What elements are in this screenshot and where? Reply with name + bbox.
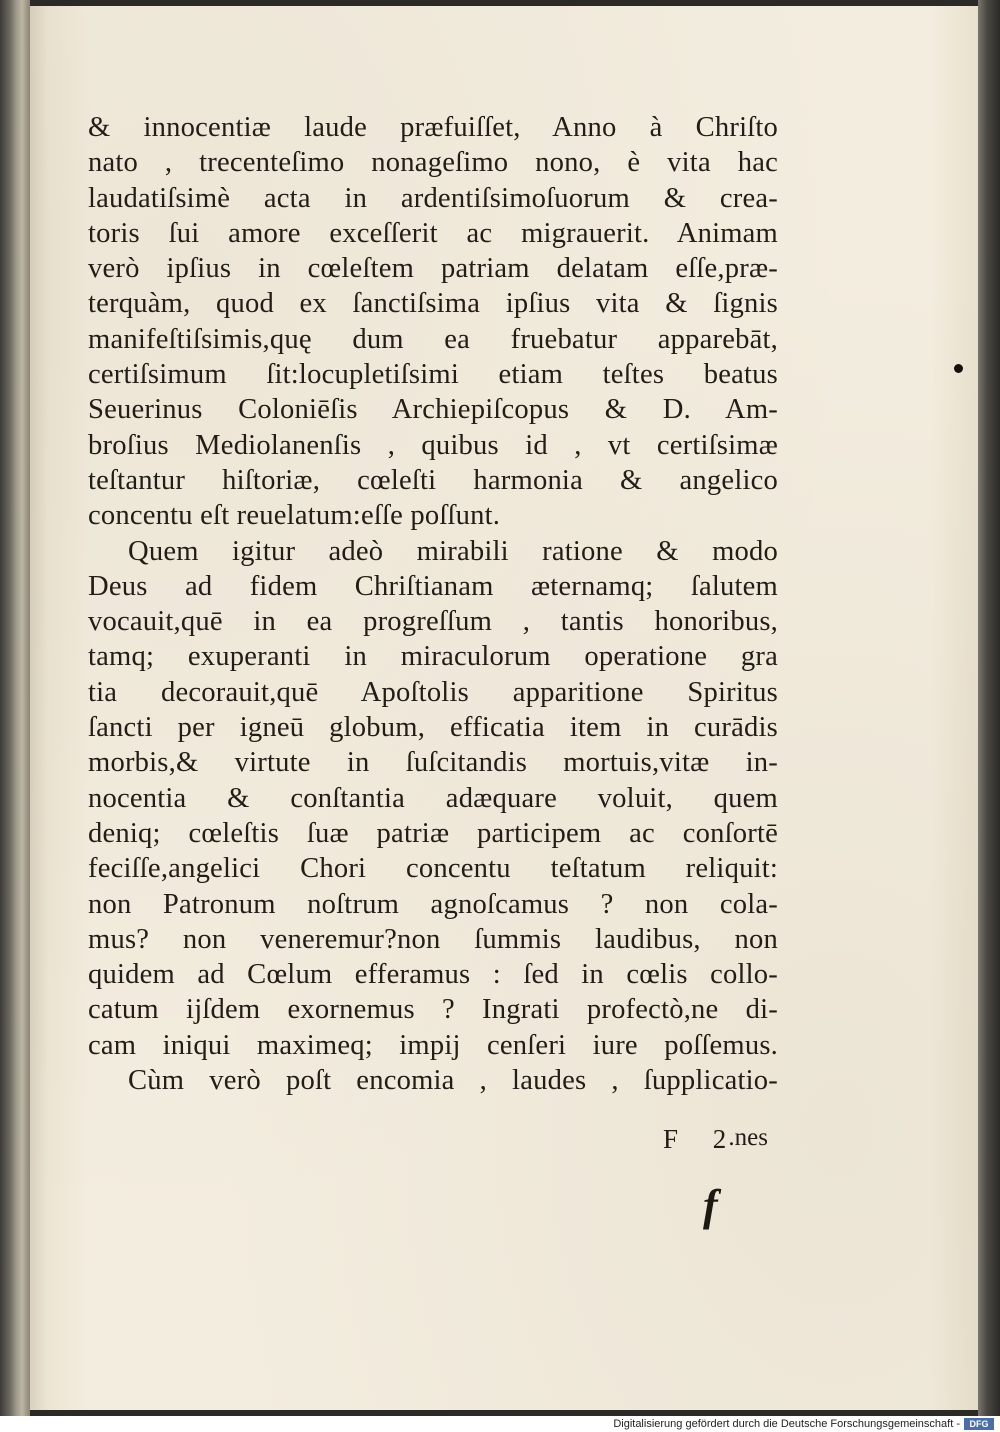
book-binding-edge <box>0 0 30 1416</box>
signature-catchword-line <box>88 1124 778 1158</box>
page-right-edge-shadow <box>978 0 1000 1416</box>
text-line: feciſſe,angelici Chori concentu teſtatum reliquit: <box>88 853 778 885</box>
text-line: quidem ad Cœlum efferamus : ſed in cœlis collo- <box>88 959 778 991</box>
text-line: broſius Mediolanenſis , quibus id , vt certiſsimæ <box>88 429 778 461</box>
handwritten-folio-mark: f <box>703 1181 718 1230</box>
text-line: morbis,& virtute in ſuſcitandis mortuis,vitæ in- <box>88 747 778 779</box>
text-line: verò ipſius in cœleſtem patriam delatam eſſe,præ- <box>88 253 778 285</box>
text-line: laudatiſsimè acta in ardentiſsimoſuorum & crea- <box>88 182 778 214</box>
text-line: & innocentiæ laude præfuiſſet, Anno à Chriſto <box>88 112 778 143</box>
ink-dot <box>954 364 963 373</box>
text-line: teſtantur hiſtoriæ, cœleſti harmonia & angelico <box>88 464 778 496</box>
text-line: tamq; exuperanti in miraculorum operatione gra <box>88 641 778 673</box>
text-line: Deus ad fidem Chriſtianam æternamq; ſalutem <box>88 570 778 602</box>
catchword: .nes <box>728 1124 768 1151</box>
paragraph-start-line: Cùm verò poſt encomia , laudes , ſupplicatio- <box>128 1065 778 1097</box>
paragraph-end-line: concentu eſt reuelatum:eſſe poſſunt. <box>88 500 501 532</box>
text-line: terquàm, quod ex ſanctiſsima ipſius vita & ſignis <box>88 288 778 320</box>
text-line: non Patronum noſtrum agnoſcamus ? non cola- <box>88 888 778 920</box>
text-line: nocentia & conſtantia adæquare voluit, quem <box>88 782 778 814</box>
text-line: Seuerinus Coloniēſis Archiepiſcopus & D. Am- <box>88 394 778 426</box>
text-line: deniq; cœleſtis ſuæ patriæ participem ac conſortē <box>88 817 778 849</box>
paragraph-start-line: Quem igitur adeò mirabili ratione & modo <box>128 535 778 567</box>
text-line: mus? non veneremur?non ſummis laudibus, non <box>88 923 778 955</box>
text-line: certiſsimum ſit:locupletiſsimi etiam teſtes beatus <box>88 359 778 391</box>
text-line: tia decorauit,quē Apoſtolis apparitione Spiritus <box>88 676 778 708</box>
footer-credit: Digitalisierung gefördert durch die Deutsche Forschungsgemeinschaft - <box>613 1418 960 1430</box>
text-line: cam iniqui maximeq; impij cenſeri iure poſſemus. <box>88 1029 778 1061</box>
signature-mark: F 2 <box>663 1124 741 1154</box>
text-line: vocauit,quē in ea progreſſum , tantis honoribus, <box>88 606 778 638</box>
text-line: nato , trecenteſimo nonageſimo nono, è vita hac <box>88 147 778 179</box>
text-line: manifeſtiſsimis,quę dum ea fruebatur apparebāt, <box>88 323 778 355</box>
body-text <box>88 110 778 1098</box>
text-line: ſancti per igneū globum, efficatia item in curādis <box>88 712 778 744</box>
dfg-logo: DFG <box>964 1418 994 1430</box>
text-line: toris ſui amore exceſſerit ac migrauerit. Animam <box>88 217 778 249</box>
text-line: catum ijſdem exornemus ? Ingrati profectò,ne di- <box>88 994 778 1026</box>
